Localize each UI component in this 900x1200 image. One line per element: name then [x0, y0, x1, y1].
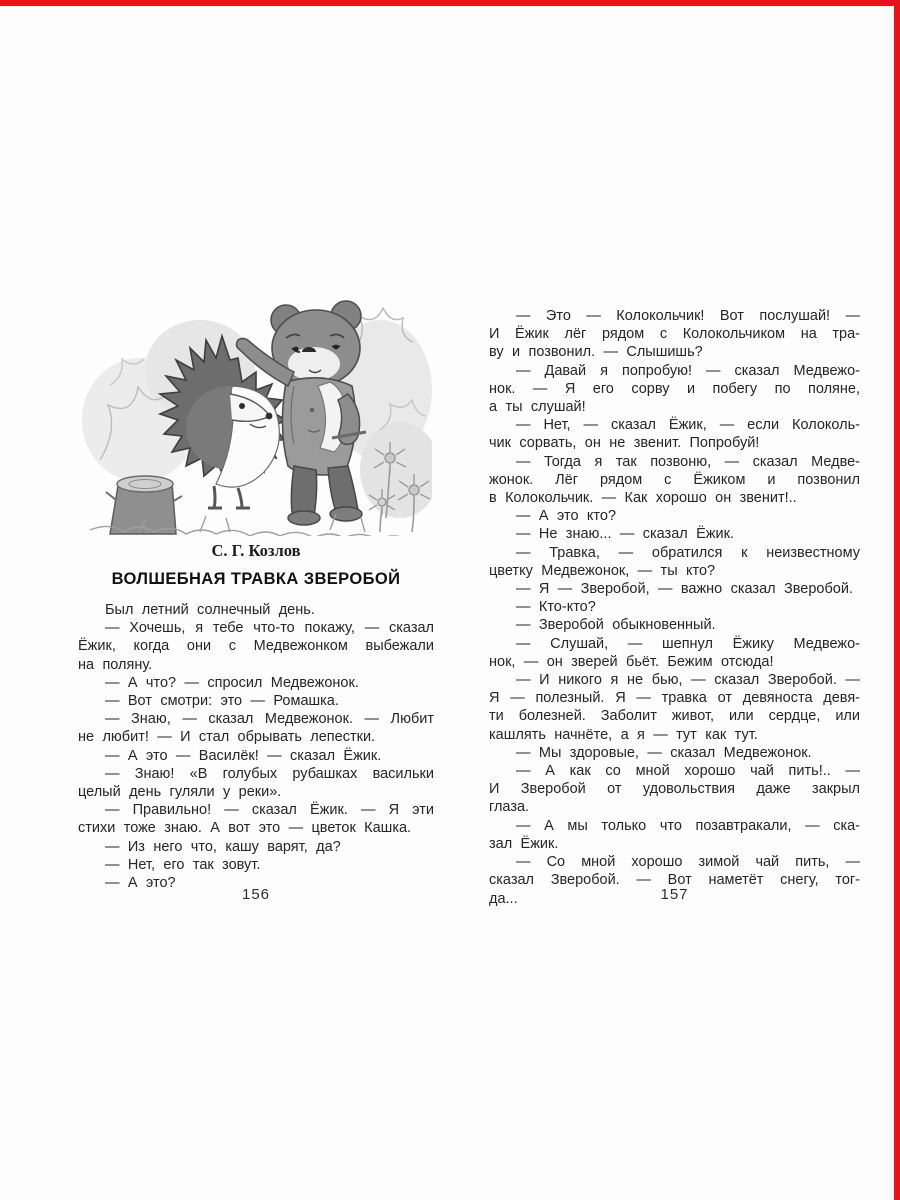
- text-line: — А это?: [105, 875, 176, 892]
- paragraph: [489, 580, 860, 598]
- text-line: Ёжик, когда они с Медвежонком выбежали: [78, 638, 434, 655]
- right-page-text: [489, 307, 860, 908]
- paragraph: [489, 598, 860, 616]
- text-line: — А это — Василёк! — сказал Ёжик.: [105, 747, 382, 764]
- text-line: — Давай я попробую! — сказал Медвежо-: [516, 362, 860, 379]
- author-name: С. Г. Козлов: [211, 541, 301, 560]
- text-line: в Колокольчик. — Как хорошо он звенит!..: [489, 490, 797, 507]
- text-line: — А мы только что позавтракали, — ска-: [516, 817, 860, 834]
- paragraph: [78, 801, 434, 837]
- paragraph: [78, 601, 434, 619]
- text-line: на поляну.: [78, 656, 153, 673]
- paragraph: [78, 692, 434, 710]
- text-line: Я — полезный. Я — травка от девяноста девя-: [489, 690, 860, 707]
- text-line: Был летний солнечный день.: [105, 602, 315, 618]
- text-line: зал Ёжик.: [489, 835, 559, 852]
- paragraph: [78, 765, 434, 801]
- paragraph: [78, 710, 434, 746]
- text-line: — А это кто?: [516, 508, 617, 525]
- text-line: кашлять начнёте, а я — тут как тут.: [489, 726, 758, 743]
- left-page-text: [78, 601, 434, 892]
- paragraph: [489, 744, 860, 762]
- text-line: жонок. Лёг рядом с Ёжиком и позвонил: [489, 471, 860, 488]
- text-line: — Мы здоровые, — сказал Медвежонок.: [516, 744, 812, 761]
- text-line: а ты слушай!: [489, 399, 586, 416]
- text-line: — Хочешь, я тебе что-то покажу, — сказал: [105, 620, 434, 637]
- story-illustration: [80, 290, 432, 536]
- text-line: нок, — он зверей бьёт. Бежим отсюда!: [489, 653, 774, 670]
- text-line: стихи тоже знаю. А вот это — цветок Кашка.: [78, 820, 412, 837]
- text-line: И Ёжик лёг рядом с Колокольчиком на тра-: [489, 326, 860, 343]
- paragraph: [78, 619, 434, 674]
- text-line: — Слушай, — шепнул Ёжику Медвежо-: [516, 635, 860, 652]
- paragraph: [489, 671, 860, 744]
- text-line: — Травка, — обратился к неизвестному: [516, 544, 860, 561]
- text-line: — Я — Зверобой, — важно сказал Зверобой.: [516, 581, 853, 598]
- paragraph: [489, 817, 860, 853]
- paragraph: [489, 507, 860, 525]
- paragraph: [489, 525, 860, 543]
- paragraph: [489, 362, 860, 417]
- text-line: чик сорвать, он не звенит. Попробуй!: [489, 435, 760, 452]
- page-number-left: 156: [241, 886, 271, 903]
- text-line: не любит! — И стал обрывать лепестки.: [78, 729, 376, 746]
- text-line: — Правильно! — сказал Ёжик. — Я эти: [105, 802, 434, 819]
- text-line: нок. — Я его сорву и побегу по поляне,: [489, 380, 860, 397]
- text-line: целый день гуляли у реки».: [78, 784, 282, 801]
- paragraph: [489, 544, 860, 580]
- text-line: — Тогда я так позвоню, — сказал Медве-: [516, 453, 860, 470]
- text-line: да...: [489, 890, 518, 907]
- text-line: — А как со мной хорошо чай пить!.. —: [516, 763, 860, 780]
- text-line: — И никого я не бью, — сказал Зверобой. —: [516, 672, 860, 689]
- paragraph: [78, 747, 434, 765]
- story-title: ВОЛШЕБНАЯ ТРАВКА ЗВЕРОБОЙ: [111, 570, 401, 588]
- paragraph: [489, 635, 860, 671]
- text-line: — Кто-кто?: [516, 599, 596, 616]
- tree-stump: [106, 476, 182, 534]
- text-line: глаза.: [489, 799, 530, 816]
- text-line: ти болезней. Заболит живот, или сердце, или: [489, 708, 860, 725]
- paragraph: [489, 416, 860, 452]
- text-line: сказал Зверобой. — Вот наметёт снегу, тог-: [489, 872, 860, 889]
- text-line: — А что? — спросил Медвежонок.: [105, 674, 359, 691]
- text-line: — Не знаю... — сказал Ёжик.: [516, 526, 734, 543]
- text-line: — Зверобой обыкновенный.: [516, 617, 716, 634]
- text-line: — Нет, — сказал Ёжик, — если Колоколь-: [516, 417, 860, 434]
- text-line: И Зверобой от удовольствия даже закрыл: [489, 781, 860, 798]
- paragraph: [78, 838, 434, 856]
- text-line: — Знаю! «В голубых рубашках васильки: [105, 765, 434, 782]
- text-line: ву и позвонил. — Слышишь?: [489, 344, 703, 361]
- text-line: — Из него что, кашу варят, да?: [105, 838, 341, 855]
- text-line: — Знаю, — сказал Медвежонок. — Любит: [105, 711, 434, 728]
- text-line: — Вот смотри: это — Ромашка.: [105, 693, 339, 710]
- text-line: цветку Медвежонок, — ты кто?: [489, 562, 716, 579]
- red-border-top: [0, 0, 900, 6]
- paragraph: [489, 453, 860, 508]
- paragraph: [78, 856, 434, 874]
- text-line: — Нет, его так зовут.: [105, 856, 261, 873]
- page-number-right: 157: [660, 886, 689, 903]
- paragraph: [78, 674, 434, 692]
- paragraph: [489, 307, 860, 362]
- paragraph: [489, 616, 860, 634]
- text-line: — Со мной хорошо зимой чай пить, —: [516, 854, 860, 871]
- paragraph: [489, 762, 860, 817]
- text-line: — Это — Колокольчик! Вот послушай! —: [516, 308, 860, 324]
- red-border-right: [894, 0, 900, 1200]
